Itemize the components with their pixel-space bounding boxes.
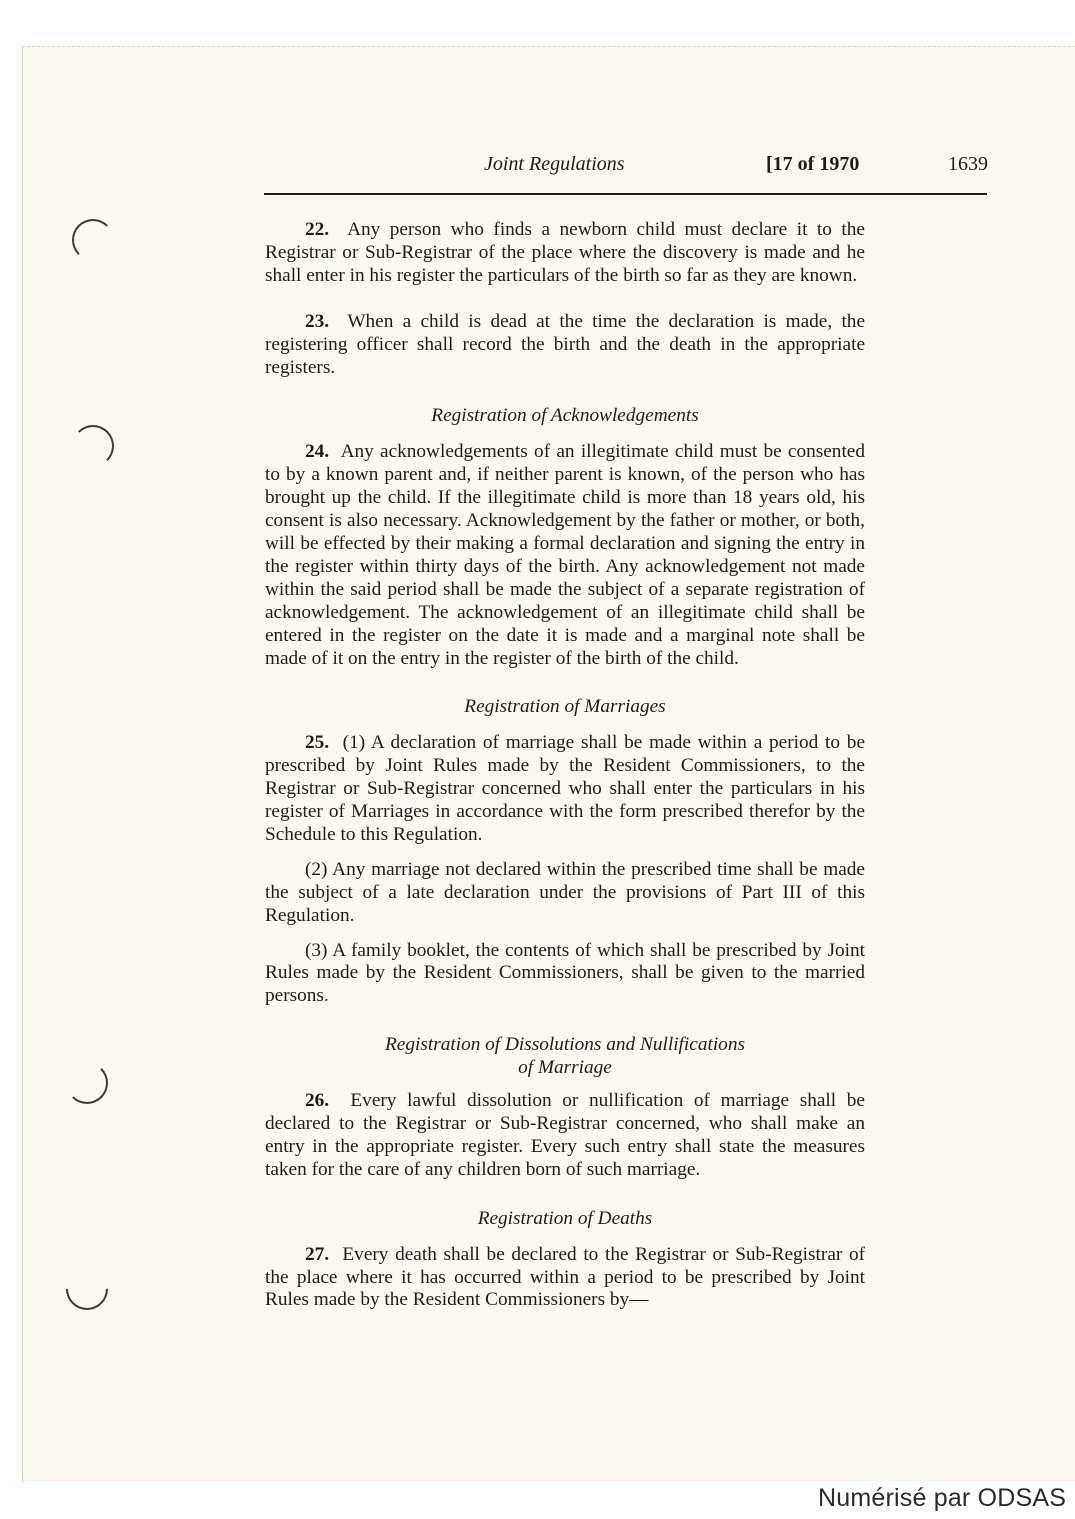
punch-hole-mark [72, 219, 114, 261]
header-title: Joint Regulations [484, 153, 625, 175]
section-text: (1) A declaration of marriage shall be made within a period to be prescribed by Joint Rules made by the Resident Commissioners, to the Registrar or Sub-Registrar concerned who shall enter the particulars in his register of Marriages in accordance with the form prescribed therefor by the Schedule to this Regulation. [265, 732, 866, 845]
section-25-2 [265, 859, 865, 928]
section-text: Every death shall be declared to the Registrar or Sub-Registrar of the place where it has occurred within a period to be prescribed by Joint Rules made by the Resident Commissioners by— [265, 1243, 866, 1311]
punch-hole-mark [66, 1062, 108, 1104]
page-number: 1639 [948, 153, 988, 175]
section-text: (3) A family booklet, the contents of which shall be prescribed by Joint Rules made by the Resident Commissioners, shall be given to the married persons. [265, 939, 865, 1007]
heading-deaths: Registration of Deaths [477, 1207, 653, 1229]
section-text: When a child is dead at the time the declaration is made, the registering officer shall record the birth and the death in the appropriate registers. [265, 310, 866, 378]
section-text: Any acknowledgements of an illegitimate child must be consented to by a known parent and, if neither parent is known, of the person who has brought up the child. If the illegitimate child is more than 18 years old, his consent is also necessary. Acknowledgement by the father or mother, or both, will be effected by their making a formal declaration and signing the entry in the register within thirty days of the birth. Any acknowledgement not made within the said period shall be made the subject of a separate registration of acknowledgement. The acknowledgement of an illegitimate child shall be entered in the register on the date it is made and a marginal note shall be made of it on the entry in the register of the birth of the child. [265, 441, 865, 669]
running-header [264, 153, 988, 181]
section-23 [265, 311, 865, 380]
heading-acknowledgements: Registration of Acknowledgements [431, 405, 699, 427]
punch-hole-mark [72, 425, 114, 467]
heading-marriages: Registration of Marriages [464, 696, 666, 718]
section-text: Any person who finds a newborn child must declare it to the Registrar or Sub-Registrar of the place where the discovery is made and he shall enter in his register the particulars of the birth so far as they are known. [265, 219, 865, 286]
heading-line-2: of Marriage [518, 1057, 612, 1079]
section-24 [265, 441, 865, 670]
document-body [265, 219, 865, 1330]
section-number: 27. [305, 1243, 330, 1265]
section-25-1 [265, 732, 865, 847]
section-22 [265, 219, 865, 288]
section-number: 26. [305, 1090, 330, 1112]
section-26 [265, 1090, 865, 1182]
section-number: 25. [305, 732, 330, 754]
section-number: 23. [305, 310, 330, 332]
header-rule [264, 193, 987, 195]
section-number: 22. [305, 219, 330, 240]
section-text: Every lawful dissolution or nullification of marriage shall be declared to the Registrar or Sub-Registrar concerned, who shall make an entry in the appropriate register. Every such entry shall state the measures taken for the care of any children born of such marriage. [265, 1090, 865, 1180]
heading-dissolutions [265, 1034, 865, 1080]
digitization-credit: Numérisé par ODSAS [818, 1484, 1067, 1512]
section-27 [265, 1244, 865, 1313]
section-25-3 [265, 940, 865, 1009]
section-text: (2) Any marriage not declared within the prescribed time shall be made the subject of a late declaration under the provisions of Part III of this Regulation. [265, 858, 865, 926]
header-act-reference: [17 of 1970 [766, 153, 860, 175]
section-number: 24. [305, 441, 330, 463]
heading-line-1: Registration of Dissolutions and Nullifications [385, 1034, 745, 1056]
